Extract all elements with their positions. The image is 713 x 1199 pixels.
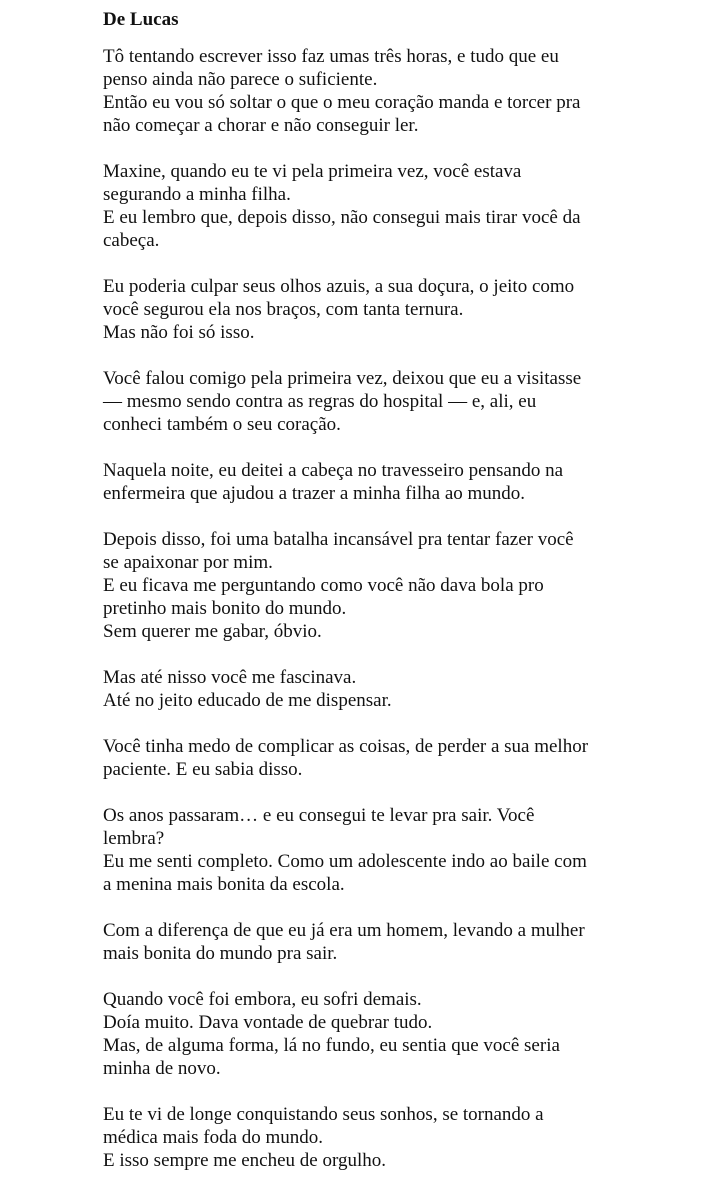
paragraph-line: se apaixonar por mim. — [103, 552, 273, 573]
paragraph-line: não começar a chorar e não conseguir ler. — [103, 115, 419, 136]
paragraph-line: E eu ficava me perguntando como você não dava bola pro — [103, 575, 544, 596]
paragraph-line: minha de novo. — [103, 1058, 221, 1079]
paragraph-line: Maxine, quando eu te vi pela primeira vez, você estava — [103, 161, 522, 182]
paragraph-line: Mas, de alguma forma, lá no fundo, eu sentia que você seria — [103, 1035, 560, 1056]
paragraph-line: lembra? — [103, 828, 165, 849]
paragraph-line: Naquela noite, eu deitei a cabeça no travesseiro pensando na — [103, 460, 564, 481]
paragraph-line: penso ainda não parece o suficiente. — [103, 69, 378, 90]
paragraph-line: paciente. E eu sabia disso. — [103, 759, 303, 780]
paragraph-line: Com a diferença de que eu já era um homem, levando a mulher — [103, 920, 585, 941]
letter-paragraph — [103, 459, 703, 505]
paragraph-line: Os anos passaram… e eu consegui te levar pra sair. Você — [103, 805, 535, 826]
paragraph-line: a menina mais bonita da escola. — [103, 874, 345, 895]
paragraph-line: Eu poderia culpar seus olhos azuis, a sua doçura, o jeito como — [103, 276, 575, 297]
paragraph-line: — mesmo sendo contra as regras do hospital — e, ali, eu — [103, 391, 537, 412]
paragraph-line: segurando a minha filha. — [103, 184, 291, 205]
paragraph-line: Até no jeito educado de me dispensar. — [103, 690, 392, 711]
letter-paragraph — [103, 666, 703, 712]
paragraph-line: Eu me senti completo. Como um adolescente indo ao baile com — [103, 851, 587, 872]
paragraph-line: médica mais foda do mundo. — [103, 1127, 324, 1148]
paragraph-line: E eu lembro que, depois disso, não consegui mais tirar você da — [103, 207, 581, 228]
paragraph-line: conheci também o seu coração. — [103, 414, 341, 435]
paragraph-line: Então eu vou só soltar o que o meu coração manda e torcer pra — [103, 92, 581, 113]
paragraph-line: Tô tentando escrever isso faz umas três horas, e tudo que eu — [103, 46, 559, 67]
letter-paragraph — [103, 804, 703, 896]
paragraph-line: E isso sempre me encheu de orgulho. — [103, 1150, 386, 1171]
letter-paragraph — [103, 735, 703, 781]
letter-body — [103, 45, 703, 1172]
letter-paragraph — [103, 919, 703, 965]
paragraph-line: cabeça. — [103, 230, 160, 251]
paragraph-line: pretinho mais bonito do mundo. — [103, 598, 347, 619]
paragraph-line: enfermeira que ajudou a trazer a minha filha ao mundo. — [103, 483, 526, 504]
paragraph-line: Doía muito. Dava vontade de quebrar tudo. — [103, 1012, 433, 1033]
paragraph-line: Sem querer me gabar, óbvio. — [103, 621, 322, 642]
letter-paragraph — [103, 275, 703, 344]
paragraph-line: você segurou ela nos braços, com tanta ternura. — [103, 299, 464, 320]
letter-paragraph — [103, 528, 703, 643]
paragraph-line: Eu te vi de longe conquistando seus sonhos, se tornando a — [103, 1104, 544, 1125]
paragraph-line: Quando você foi embora, eu sofri demais. — [103, 989, 422, 1010]
paragraph-line: mais bonita do mundo pra sair. — [103, 943, 338, 964]
letter-document — [103, 8, 703, 1195]
paragraph-line: Você tinha medo de complicar as coisas, de perder a sua melhor — [103, 736, 589, 757]
paragraph-line: Você falou comigo pela primeira vez, deixou que eu a visitasse — [103, 368, 582, 389]
letter-title: De Lucas — [103, 9, 179, 30]
letter-paragraph — [103, 45, 703, 137]
letter-paragraph — [103, 367, 703, 436]
paragraph-line: Mas até nisso você me fascinava. — [103, 667, 357, 688]
paragraph-line: Depois disso, foi uma batalha incansável pra tentar fazer você — [103, 529, 574, 550]
letter-paragraph — [103, 988, 703, 1080]
paragraph-line: Mas não foi só isso. — [103, 322, 255, 343]
letter-paragraph — [103, 1103, 703, 1172]
letter-paragraph — [103, 160, 703, 252]
